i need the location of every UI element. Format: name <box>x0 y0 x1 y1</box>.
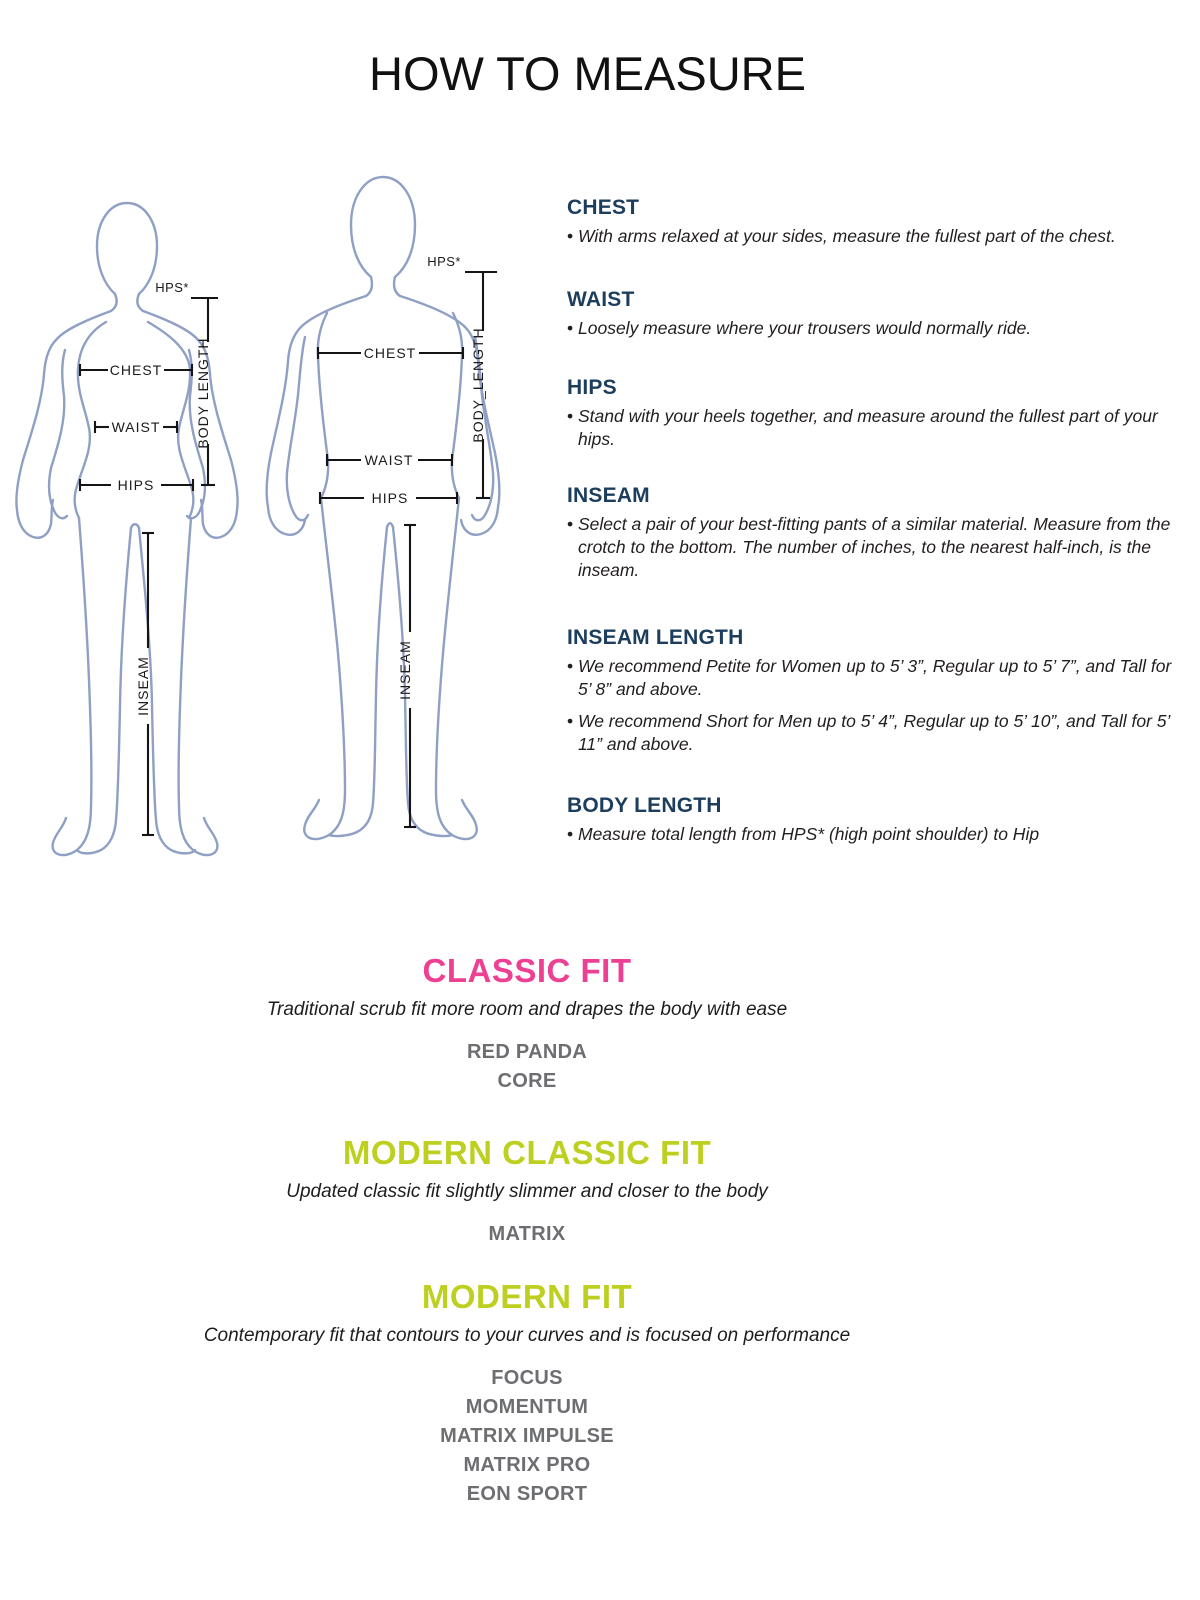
male-left-leg-outer <box>304 498 345 839</box>
section-inseam-length-bullet-men: • We recommend Short for Men up to 5’ 4”, Regular up to 5’ 10”, and Tall for 5’ 11” and above. <box>552 710 1182 756</box>
product-item: FOCUS <box>491 1367 563 1389</box>
product-item: MOMENTUM <box>465 1396 589 1418</box>
section-hips-heading: HIPS <box>567 376 617 399</box>
male-torso-left <box>318 313 328 498</box>
fit-modern-classic-title: MODERN CLASSIC FIT <box>342 1134 712 1171</box>
section-chest-bullet: • With arms relaxed at your sides, measure the fullest part of the chest. <box>552 225 1182 248</box>
fit-modern-products <box>0 1364 1054 1509</box>
female-right-leg-outer <box>179 518 218 855</box>
female-right-arm-outline <box>137 294 237 538</box>
male-hips-label: HIPS <box>371 490 409 506</box>
female-inseam-label: INSEAM <box>135 656 151 716</box>
section-inseam-length-heading: INSEAM LENGTH <box>567 626 744 649</box>
section-body-length <box>552 794 1182 855</box>
product-item: MATRIX IMPULSE <box>440 1425 614 1447</box>
section-waist <box>552 288 1182 349</box>
section-inseam <box>552 484 1182 591</box>
male-chest-label: CHEST <box>363 345 417 361</box>
female-hips-label: HIPS <box>117 477 155 493</box>
fit-modern-title: MODERN FIT <box>421 1278 633 1315</box>
female-figure <box>5 190 245 880</box>
male-right-leg-outer <box>436 498 477 839</box>
product-item: CORE <box>497 1070 557 1092</box>
female-silhouette <box>16 203 237 855</box>
female-measurement-labels <box>110 280 211 716</box>
fit-modern-classic-products <box>0 1220 1054 1249</box>
male-arm-inner-left <box>287 337 308 520</box>
male-body-length-label: BODY_LENGTH <box>470 327 486 443</box>
section-chest-heading: CHEST <box>567 196 640 219</box>
female-crotch <box>131 524 139 528</box>
page-title: HOW TO MEASURE <box>369 47 806 100</box>
section-body-length-bullet: • Measure total length from HPS* (high point shoulder) to Hip <box>552 823 1182 846</box>
fit-modern-classic <box>0 1134 1054 1249</box>
section-waist-heading: WAIST <box>567 288 635 311</box>
section-inseam-length-bullet-women: • We recommend Petite for Women up to 5’ 3”, Regular up to 5’ 7”, and Tall for 5’ 8” and above. <box>552 655 1182 701</box>
fit-modern-description: Contemporary fit that contours to your curves and is focused on performance <box>203 1325 851 1346</box>
female-body-length-label: BODY LENGTH <box>195 337 211 449</box>
fit-classic <box>0 952 1054 1096</box>
section-chest <box>552 196 1182 257</box>
female-arm-inner-left <box>49 350 67 518</box>
male-measurement-labels <box>364 254 486 700</box>
male-crotch <box>387 523 393 527</box>
product-item: MATRIX <box>488 1223 566 1245</box>
section-body-length-heading: BODY LENGTH <box>567 794 722 817</box>
section-inseam-bullet: • Select a pair of your best-fitting pants of a similar material. Measure from the crotch to the bottom. The number of inches, to the nearest half-inch, is the inseam. <box>552 513 1182 582</box>
product-item: EON SPORT <box>466 1483 588 1505</box>
female-waist-label: WAIST <box>111 419 161 435</box>
fit-classic-title: CLASSIC FIT <box>422 952 632 989</box>
male-hps-label: HPS* <box>427 254 461 269</box>
fit-modern-classic-description: Updated classic fit slightly slimmer and closer to the body <box>286 1181 768 1202</box>
product-item: MATRIX PRO <box>463 1454 591 1476</box>
product-item: RED PANDA <box>466 1041 588 1063</box>
fit-modern <box>0 1278 1054 1509</box>
fit-classic-products <box>0 1038 1054 1096</box>
female-hps-label: HPS* <box>155 280 189 295</box>
male-inseam-label: INSEAM <box>397 640 413 700</box>
male-waist-label: WAIST <box>364 452 414 468</box>
female-left-leg-outer <box>53 518 92 855</box>
male-silhouette <box>267 177 500 839</box>
male-head-outline <box>351 177 415 277</box>
fit-classic-description: Traditional scrub fit more room and drapes the body with ease <box>266 999 788 1020</box>
male-left-leg-inner <box>329 527 387 836</box>
female-chest-label: CHEST <box>109 362 163 378</box>
female-head-outline <box>97 203 157 294</box>
female-left-leg-inner <box>77 528 131 853</box>
section-inseam-heading: INSEAM <box>567 484 650 507</box>
male-figure <box>265 165 515 875</box>
section-hips-bullet: • Stand with your heels together, and measure around the fullest part of your hips. <box>552 405 1182 451</box>
female-left-arm-outline <box>16 294 116 538</box>
section-hips <box>552 376 1182 460</box>
section-inseam-length <box>552 626 1182 765</box>
section-waist-bullet: • Loosely measure where your trousers would normally ride. <box>552 317 1182 340</box>
male-torso-right <box>452 313 462 498</box>
